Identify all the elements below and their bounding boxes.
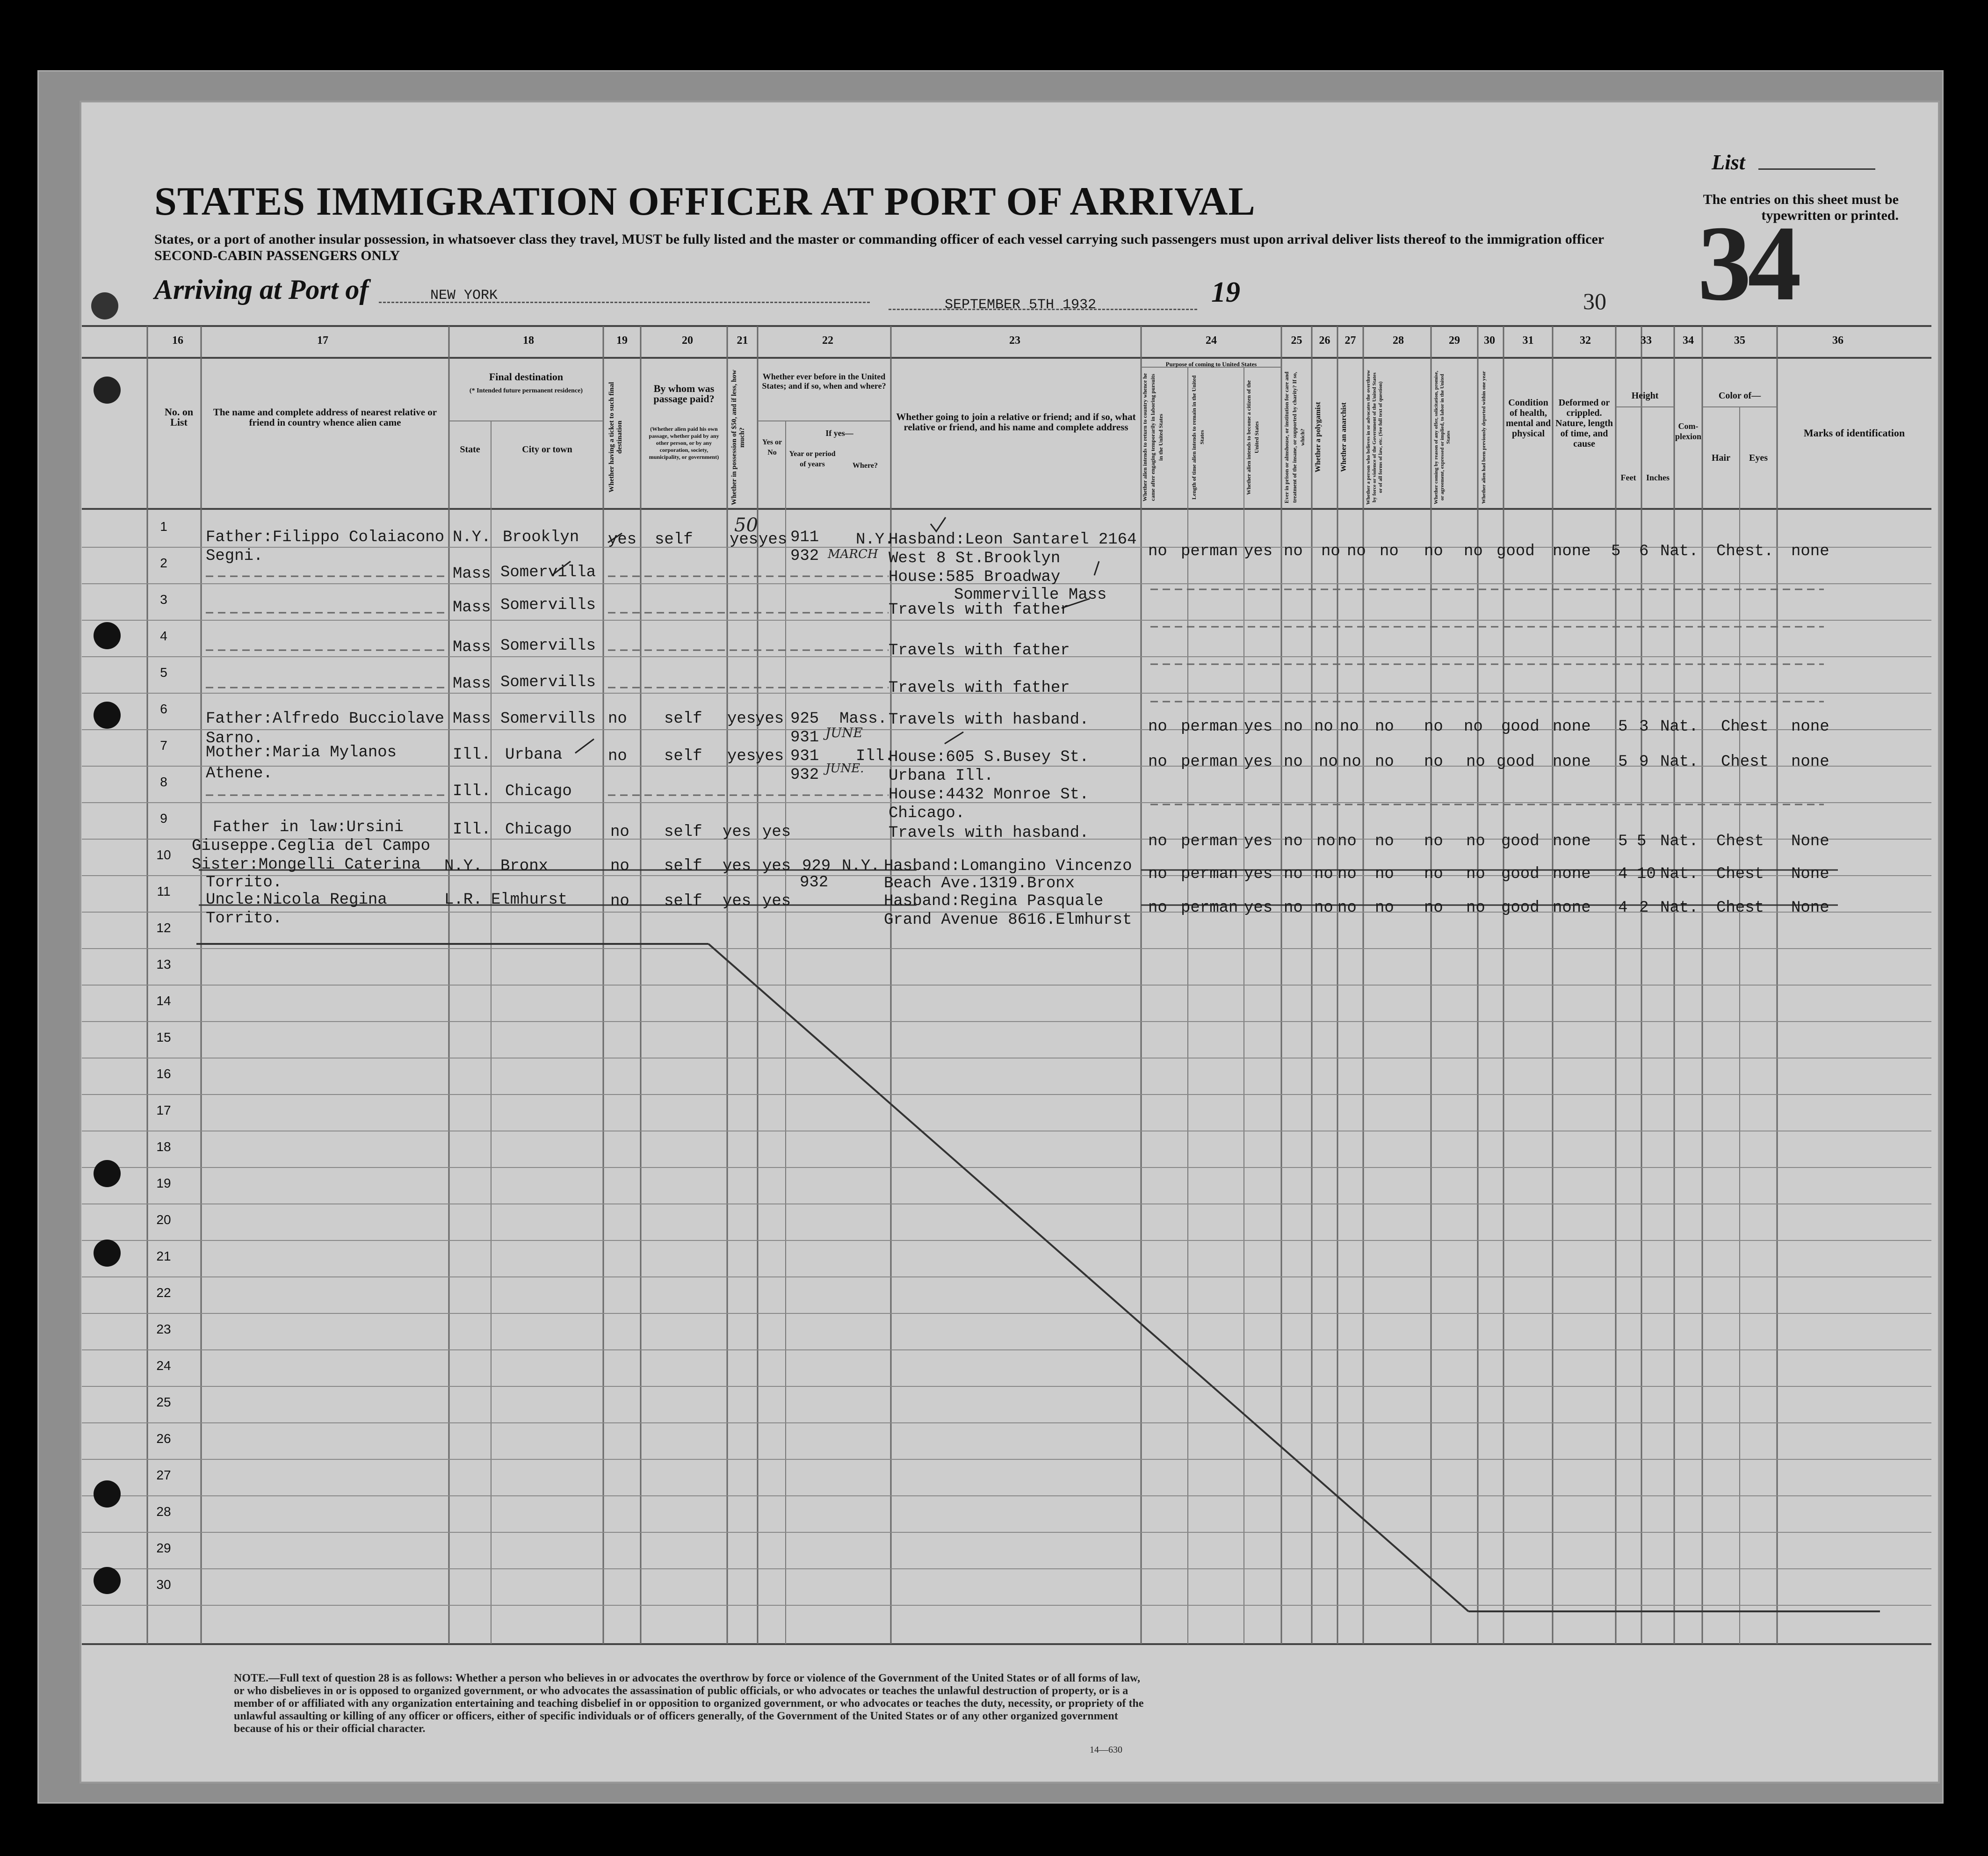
deported: no — [1466, 899, 1485, 917]
header-no-on-list: No. on List — [164, 406, 194, 428]
before-in-us: yes — [759, 531, 788, 549]
header-yes-or-no: Yes or No — [762, 438, 782, 457]
row-number: 5 — [160, 665, 167, 680]
destination-state: N.Y. — [444, 857, 483, 875]
destination-city: Chicago — [505, 783, 572, 800]
deformed: none — [1553, 718, 1591, 736]
header-year: Year or period of years — [789, 450, 836, 468]
colnum-18: 18 — [523, 334, 534, 347]
prison: no — [1284, 753, 1303, 771]
anarchist: no — [1337, 865, 1357, 883]
year-before-2: 931 — [790, 729, 819, 747]
relative-address: Sarno. — [206, 730, 263, 747]
height-feet: 5 — [1618, 833, 1628, 850]
header-health: Condition of health, mental and physical — [1505, 398, 1551, 439]
become-citizen: yes — [1244, 833, 1273, 850]
passage-paid: self — [664, 747, 702, 765]
destination-state: N.Y. — [453, 529, 491, 546]
height-inches: 9 — [1639, 753, 1649, 771]
row-number: 25 — [156, 1395, 171, 1409]
header-where: Where? — [853, 462, 878, 470]
header-nearest-relative: The name and complete address of nearest relative or friend in country whence alien came — [213, 406, 437, 428]
relative-name: Father:Filippo Colaiacono — [206, 529, 445, 546]
fifty-dollars: yes — [723, 857, 752, 875]
destination-city: Somervills — [500, 596, 596, 614]
year-before-2: 932 — [790, 547, 819, 565]
header-fifty-dollars: Whether in possession of $50, and if less, how much? — [730, 370, 746, 505]
joining-address: Sommerville Mass — [954, 586, 1107, 604]
hair-color: Chest. — [1716, 543, 1774, 560]
relative-name: Sister:Mongelli Caterina — [192, 856, 421, 874]
header-join-relative: Whether going to join a relative or friend; and if so, what relative or friend, and his name and complete address — [896, 411, 1136, 433]
joining-address: Urbana Ill. — [889, 767, 994, 785]
before-in-us: yes — [762, 892, 791, 910]
complexion: Nat. — [1660, 718, 1699, 736]
colnum-22: 22 — [822, 334, 833, 347]
row-number: 11 — [157, 884, 171, 899]
complexion: Nat. — [1660, 543, 1699, 560]
deformed: none — [1553, 753, 1591, 771]
destination-city: Somervills — [500, 637, 596, 655]
header-prison: Ever in prison or almshouse, or institution for care and treatment of the insane, or supported by charity? If so, which? — [1283, 371, 1306, 503]
year-before-2: 932 — [790, 766, 819, 784]
hair-color: Chest — [1721, 718, 1769, 736]
colnum-28: 28 — [1393, 334, 1404, 347]
punch-hole — [94, 1160, 121, 1187]
hair-color: Chest — [1721, 753, 1769, 771]
length-of-stay: perman — [1181, 865, 1238, 883]
destination-state: Mass — [453, 710, 491, 728]
identification-marks: None — [1791, 899, 1829, 917]
handwritten-thirty: 30 — [1583, 288, 1606, 314]
row-number: 23 — [156, 1322, 171, 1336]
polygamist: no — [1316, 833, 1336, 850]
relative-address: Athene. — [206, 765, 273, 783]
deported: no — [1464, 543, 1483, 560]
passage-paid: self — [664, 857, 702, 875]
question-28: no — [1375, 865, 1394, 883]
question-28: no — [1375, 718, 1394, 736]
anarchist: no — [1337, 833, 1357, 850]
where-before: Mass. — [839, 710, 888, 728]
height-feet: 5 — [1611, 543, 1621, 560]
ticket: yes — [608, 531, 637, 549]
before-in-us: yes — [762, 823, 791, 841]
header-inches: Inches — [1646, 473, 1670, 482]
passage-paid: self — [664, 710, 702, 728]
relative-address: Torrito. — [206, 910, 282, 928]
header-purpose: Purpose of coming to United States — [1165, 361, 1257, 368]
row-number: 2 — [160, 556, 167, 570]
fifty-dollars: yes — [723, 892, 752, 910]
year-before: 925 — [790, 710, 819, 728]
row-number: 6 — [160, 702, 167, 716]
header-height: Height — [1631, 391, 1659, 401]
relative-name: Mother:Maria Mylanos — [206, 744, 397, 761]
row-number: 18 — [156, 1139, 171, 1154]
polygamist: no — [1314, 899, 1333, 917]
joining-address: Grand Avenue 8616.Elmhurst — [884, 911, 1132, 929]
relative-address: Torrito. — [206, 874, 282, 892]
handwritten-march: MARCH — [828, 547, 878, 561]
header-passage-paid: By whom was passage paid? — [653, 383, 715, 405]
hair-color: Chest — [1716, 833, 1764, 850]
polygamist: no — [1321, 543, 1340, 560]
identification-marks: none — [1791, 718, 1829, 736]
where-before: Ill. — [856, 747, 894, 765]
header-ticket: Whether having a ticket to such final destination — [608, 382, 623, 493]
hair-color: Chest — [1716, 865, 1764, 883]
identification-marks: None — [1791, 865, 1829, 883]
intends-return: no — [1148, 753, 1167, 771]
form-number: 14—630 — [1090, 1745, 1122, 1755]
polygamist: no — [1319, 753, 1338, 771]
labor-offer: no — [1424, 543, 1443, 560]
joining-relative: Travels with father — [889, 679, 1070, 697]
colnum-31: 31 — [1522, 334, 1534, 347]
colnum-27: 27 — [1345, 334, 1356, 347]
header-labor-offer: Whether coming by reason of any offer, solicitation, promise, or agreement, expressed or implied, to labor in the United States — [1433, 370, 1451, 504]
length-of-stay: perman — [1181, 543, 1238, 560]
prison: no — [1284, 543, 1303, 560]
entries-note: The entries on this sheet must be typewritten or printed. — [1703, 192, 1899, 223]
joining-relative: Hasband:Lomangino Vincenzo — [884, 857, 1132, 875]
destination-state: Mass — [453, 599, 491, 616]
intends-return: no — [1148, 865, 1167, 883]
fifty-dollars: yes — [723, 823, 752, 841]
instructions-line: States, or a port of another insular possession, in whatsoever class they travel, MUST be fully listed and the master or commanding officer of each vessel carrying such passengers must upon arrival deliver lists thereof to the immigration officer — [154, 232, 1605, 247]
fifty-dollars: yes — [730, 531, 759, 549]
date-value: SEPTEMBER 5TH 1932 — [945, 297, 1097, 313]
colnum-34: 34 — [1683, 334, 1694, 347]
header-intends-return: Whether alien intends to return to country whence he came after engaging temporarily in laboring pursuits in the United States — [1142, 373, 1164, 502]
height-feet: 4 — [1618, 865, 1628, 883]
relative-name: Father in law:Ursini — [213, 819, 404, 836]
row-number: 21 — [156, 1249, 171, 1263]
row-number: 13 — [156, 957, 171, 972]
row-number: 9 — [160, 811, 167, 826]
row-number: 17 — [156, 1103, 171, 1117]
destination-state: Mass — [453, 638, 491, 656]
identification-marks: none — [1791, 543, 1829, 560]
anarchist: no — [1340, 718, 1359, 736]
row-number: 14 — [156, 993, 171, 1008]
deported: no — [1466, 865, 1485, 883]
prison: no — [1284, 865, 1303, 883]
header-length-of-stay: Length of time alien intends to remain in the United States — [1191, 375, 1205, 500]
colnum-16: 16 — [172, 334, 183, 347]
header-hair: Hair — [1712, 453, 1730, 463]
length-of-stay: perman — [1181, 753, 1238, 771]
deported: no — [1464, 718, 1483, 736]
colnum-24: 24 — [1206, 334, 1217, 347]
destination-city: Brooklyn — [503, 529, 579, 546]
destination-state: L.R. — [444, 891, 483, 909]
prison: no — [1284, 718, 1303, 736]
anarchist: no — [1342, 753, 1361, 771]
where-before: N.Y. — [842, 857, 880, 875]
labor-offer: no — [1424, 753, 1443, 771]
prison: no — [1284, 833, 1303, 850]
become-citizen: yes — [1244, 899, 1273, 917]
identification-marks: none — [1791, 753, 1829, 771]
row-number: 3 — [160, 592, 167, 607]
where-before: N.Y. — [856, 531, 894, 549]
header-before-in-us: Whether ever before in the United States; and if so, when and where? — [762, 372, 886, 391]
become-citizen: yes — [1244, 718, 1273, 736]
destination-city: Urbana — [505, 746, 563, 764]
sheet-number: 34 — [1698, 203, 1798, 323]
header-final-destination-sub: (* Intended future permanent residence) — [469, 387, 583, 394]
row-number: 4 — [160, 629, 167, 643]
header-marks: Marks of identification — [1803, 427, 1905, 439]
header-passage-paid-sub: (Whether alien paid his own passage, whether paid by any other person, or by any corporation, society, municipality, or government) — [649, 426, 719, 460]
height-inches: 10 — [1637, 865, 1656, 883]
labor-offer: no — [1424, 833, 1443, 850]
colnum-21: 21 — [737, 334, 748, 347]
punch-hole — [94, 1480, 121, 1508]
header-city: City or town — [522, 444, 572, 455]
question-28: no — [1375, 833, 1394, 850]
deformed: none — [1553, 833, 1591, 850]
header-deported: Whether alien had been previously deported within one year — [1481, 371, 1487, 504]
joining-relative: Hasband:Leon Santarel 2164 — [889, 531, 1137, 549]
destination-state: Mass — [453, 565, 491, 583]
colnum-29: 29 — [1449, 334, 1460, 347]
height-inches: 5 — [1637, 833, 1647, 850]
complexion: Nat. — [1660, 753, 1699, 771]
header-state: State — [460, 444, 480, 455]
health: good — [1501, 833, 1540, 850]
row-number: 20 — [156, 1212, 171, 1227]
ticket: no — [610, 823, 629, 841]
become-citizen: yes — [1244, 753, 1273, 771]
destination-city: Chicago — [505, 821, 572, 839]
colnum-26: 26 — [1319, 334, 1330, 347]
health: good — [1496, 753, 1535, 771]
fifty-dollars: yes — [727, 710, 756, 728]
deported: no — [1466, 753, 1485, 771]
intends-return: no — [1148, 543, 1167, 560]
destination-city: Somervilla — [500, 564, 596, 581]
header-color-of: Color of— — [1718, 391, 1761, 401]
page-title: STATES IMMIGRATION OFFICER AT PORT OF ARRIVAL — [154, 179, 1256, 224]
header-anarchist: Whether an anarchist — [1340, 402, 1348, 472]
height-inches: 3 — [1639, 718, 1649, 736]
relative-address: Giuseppe.Ceglia del Campo — [192, 837, 431, 855]
year-before: 931 — [790, 747, 819, 765]
port-value: NEW YORK — [430, 288, 498, 304]
deported: no — [1466, 833, 1485, 850]
punch-hole — [94, 377, 121, 404]
header-final-destination: Final destination — [489, 371, 564, 383]
punch-hole — [91, 292, 118, 319]
joining-relative: House:4432 Monroe St. — [889, 786, 1089, 804]
deformed: none — [1553, 899, 1591, 917]
punch-hole — [94, 1240, 121, 1267]
joining-relative: Travels with father — [889, 642, 1070, 660]
row-number: 22 — [156, 1285, 171, 1300]
become-citizen: yes — [1244, 543, 1273, 560]
height-feet: 5 — [1618, 753, 1628, 771]
height-feet: 4 — [1618, 899, 1628, 917]
colnum-32: 32 — [1580, 334, 1591, 347]
row-number: 28 — [156, 1504, 171, 1519]
row-number: 24 — [156, 1358, 171, 1373]
length-of-stay: perman — [1181, 899, 1238, 917]
row-number: 15 — [156, 1030, 171, 1044]
anarchist: no — [1347, 543, 1366, 560]
header-deformed: Deformed or crippled. Nature, length of time, and cause — [1555, 398, 1613, 449]
joining-relative: Hasband:Regina Pasquale — [884, 892, 1104, 910]
intends-return: no — [1148, 899, 1167, 917]
row-number: 30 — [156, 1577, 171, 1592]
punch-hole — [94, 622, 121, 649]
question-28: no — [1375, 753, 1394, 771]
header-become-citizen: Whether alien intends to become a citizen of the United States — [1245, 380, 1260, 495]
joining-relative: House:585 Broadway — [889, 568, 1061, 586]
labor-offer: no — [1424, 899, 1443, 917]
header-if-yes: If yes— — [825, 428, 853, 438]
header-complexion: Com-plexion — [1675, 421, 1702, 441]
year-before-2: 932 — [800, 874, 829, 892]
header-feet: Feet — [1620, 473, 1636, 482]
intends-return: no — [1148, 718, 1167, 736]
punch-hole — [94, 702, 121, 729]
passage-paid: self — [664, 823, 702, 841]
complexion: Nat. — [1660, 833, 1699, 850]
destination-state: Mass — [453, 675, 491, 693]
height-inches: 6 — [1639, 543, 1649, 560]
become-citizen: yes — [1244, 865, 1273, 883]
cabin-class-label: SECOND-CABIN PASSENGERS ONLY — [154, 248, 400, 263]
health: good — [1501, 865, 1540, 883]
handwritten-fifty: 50 — [734, 515, 758, 536]
ticket: no — [608, 710, 627, 728]
colnum-17: 17 — [317, 334, 328, 347]
health: good — [1501, 718, 1540, 736]
length-of-stay: perman — [1181, 718, 1238, 736]
row-number: 1 — [160, 519, 167, 534]
before-in-us: yes — [755, 747, 784, 765]
destination-state: Ill. — [453, 783, 491, 800]
complexion: Nat. — [1660, 899, 1699, 917]
passage-paid: self — [655, 531, 693, 549]
handwritten-june-2: JUNE. — [825, 761, 864, 776]
labor-offer: no — [1424, 718, 1443, 736]
joining-relative: Travels with hasband. — [889, 711, 1089, 729]
anarchist: no — [1337, 899, 1357, 917]
colnum-19: 19 — [616, 334, 628, 347]
arriving-label: Arriving at Port of — [154, 274, 369, 305]
row-number: 12 — [156, 921, 171, 935]
header-question-28: Whether a person who believes in or advocates the overthrow by force or violence of the Government of the United States or of all forms of law, etc. (See full text of question) — [1366, 370, 1383, 505]
height-feet: 5 — [1618, 718, 1628, 736]
question-28: no — [1375, 899, 1394, 917]
colnum-30: 30 — [1484, 334, 1495, 347]
health: good — [1501, 899, 1540, 917]
ticket: no — [608, 747, 627, 765]
deformed: none — [1553, 543, 1591, 560]
year-before: 929 — [802, 857, 831, 875]
year-before: 911 — [790, 529, 819, 546]
passage-paid: self — [664, 892, 702, 910]
health: good — [1496, 543, 1535, 560]
colnum-33: 33 — [1641, 334, 1652, 347]
destination-city: Somervills — [500, 710, 596, 728]
destination-state: Ill. — [453, 821, 491, 839]
row-number: 8 — [160, 775, 167, 789]
hair-color: Chest — [1716, 899, 1764, 917]
labor-offer: no — [1424, 865, 1443, 883]
header-polygamist: Whether a polygamist — [1314, 402, 1322, 473]
relative-name: Uncle:Nicola Regina — [206, 891, 387, 909]
row-number: 16 — [156, 1066, 171, 1081]
joining-relative: Travels with father — [889, 601, 1070, 619]
colnum-35: 35 — [1734, 334, 1745, 347]
colnum-25: 25 — [1291, 334, 1302, 347]
complexion: Nat. — [1660, 865, 1699, 883]
row-number: 7 — [160, 738, 167, 753]
fifty-dollars: yes — [727, 747, 756, 765]
joining-address: West 8 St.Brooklyn — [889, 550, 1061, 567]
ticket: no — [610, 892, 629, 910]
row-number: 26 — [156, 1431, 171, 1446]
row-number: 29 — [156, 1541, 171, 1555]
before-in-us: yes — [755, 710, 784, 728]
colnum-23: 23 — [1009, 334, 1020, 347]
joining-relative: House:605 S.Busey St. — [889, 748, 1089, 766]
destination-city: Bronx — [500, 857, 549, 875]
header-eyes: Eyes — [1749, 453, 1768, 463]
ticket: no — [610, 857, 629, 875]
polygamist: no — [1314, 718, 1333, 736]
joining-address: Chicago. — [889, 805, 965, 822]
destination-city: Somervills — [500, 674, 596, 691]
punch-hole — [94, 1567, 121, 1594]
row-number: 19 — [156, 1176, 171, 1190]
height-inches: 2 — [1639, 899, 1649, 917]
identification-marks: None — [1791, 833, 1829, 850]
destination-city: Elmhurst — [491, 891, 568, 909]
length-of-stay: perman — [1181, 833, 1238, 850]
list-label: List — [1712, 150, 1745, 174]
intends-return: no — [1148, 833, 1167, 850]
question-28: no — [1380, 543, 1399, 560]
handwritten-june: JUNE — [825, 725, 863, 740]
colnum-20: 20 — [682, 334, 693, 347]
row-number: 10 — [156, 848, 171, 862]
deformed: none — [1553, 865, 1591, 883]
before-in-us: yes — [762, 857, 791, 875]
row-number: 27 — [156, 1468, 171, 1482]
prison: no — [1284, 899, 1303, 917]
destination-state: Ill. — [453, 746, 491, 764]
relative-address: Segni. — [206, 547, 263, 565]
relative-name: Father:Alfredo Bucciolave — [206, 710, 445, 728]
polygamist: no — [1314, 865, 1333, 883]
question-28-footnote: NOTE.—Full text of question 28 is as follows: Whether a person who believes in or advocates the overthrow by force or violence of the Government of the United States or of all forms of law, or who disbelieves in or is opposed to organized government, or who advocates the assassination of public officials, or who advocates or teaches the unlawful destruction of property, or is a member of or affiliated with any organization entertaining and teaching disbelief in or opposition to organized government, or who advocates or teaches the duty, necessity, or propriety of the unlawful assaulting or killing of any officer or officers, either of specific individuals or of officers generally, of the Government of the United States or of any other organized government because of his or their official character. — [234, 1672, 1144, 1735]
year-prefix: 19 — [1211, 276, 1240, 308]
colnum-36: 36 — [1832, 334, 1843, 347]
joining-relative: Travels with hasband. — [889, 824, 1089, 842]
joining-address: Beach Ave.1319.Bronx — [884, 875, 1075, 892]
